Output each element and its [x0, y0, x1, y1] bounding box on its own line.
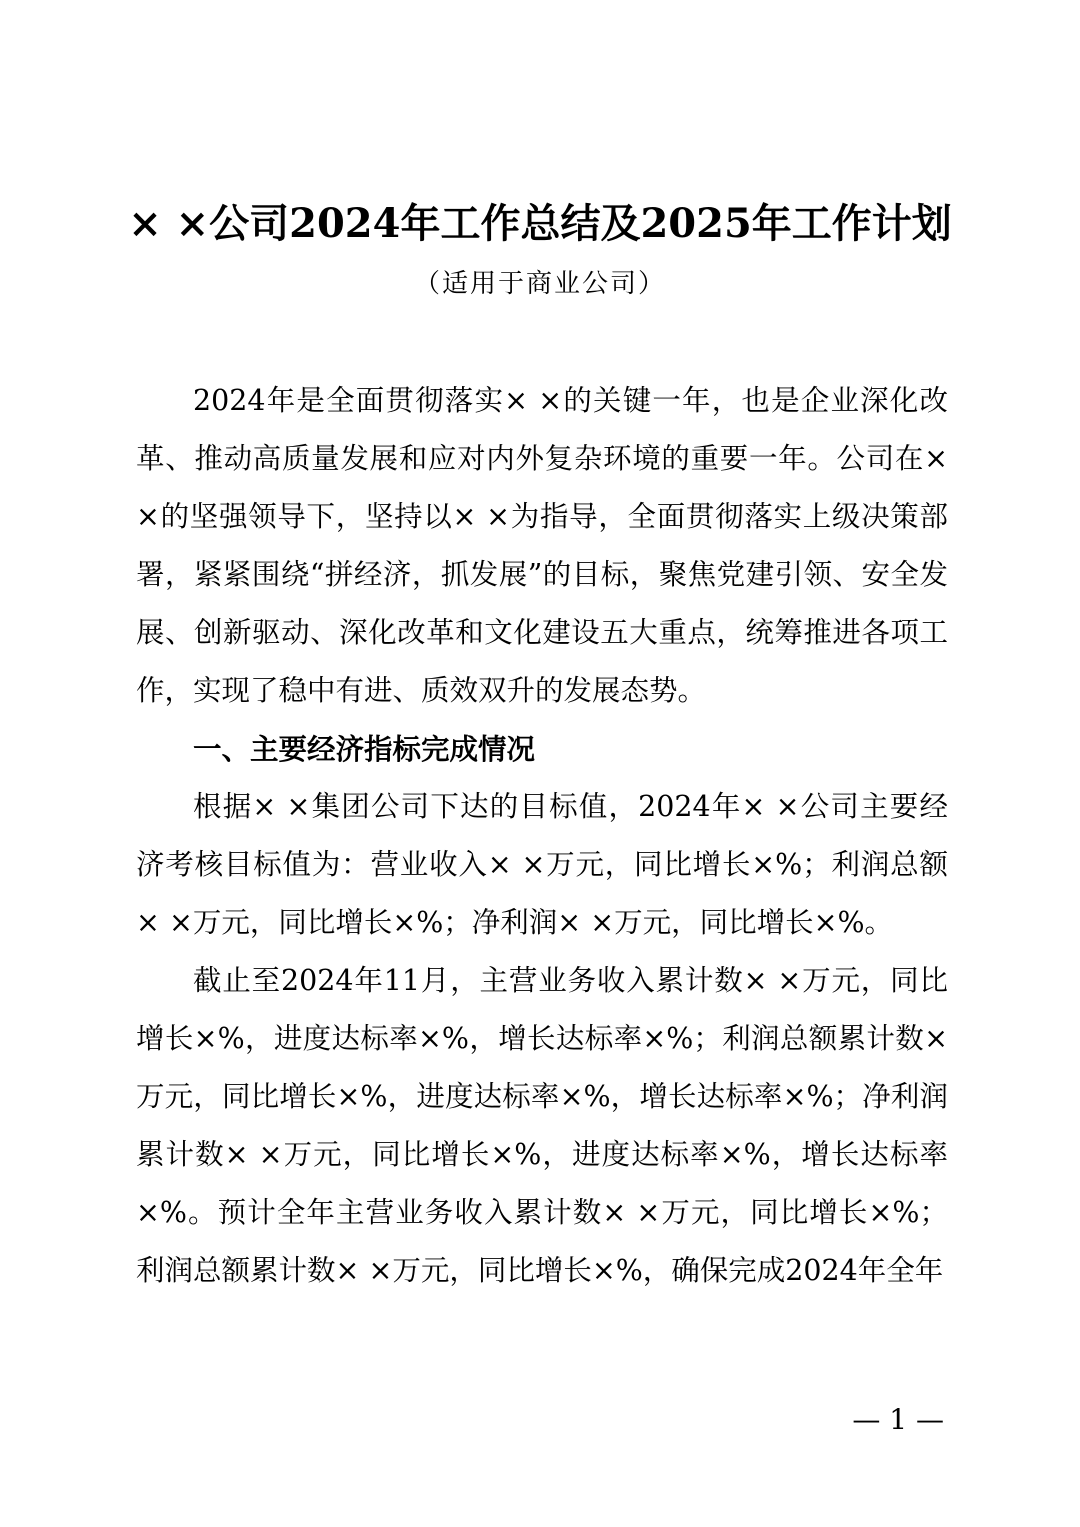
section-paragraph-progress: 截止至2024年11月，主营业务收入累计数× ×万元，同比增长×%，进度达标率×%，增长达标率×%；利润总额累计数×万元，同比增长×%，进度达标率×%，增长达标率×%；净利润累计数× ×万元，同比增长×%，进度达标率×%，增长达标率×%。预计全年主营业务收入累计数× ×万元，同比增长×%；利润总额累计数× ×万元，同比增长×%，确保完成2024年全年: [136, 964, 948, 1287]
section-paragraph-targets: 根据× ×集团公司下达的目标值，2024年× ×公司主要经济考核目标值为：营业收入× ×万元，同比增长×%；利润总额× ×万元，同比增长×%；净利润× ×万元，同比增长×%。: [136, 790, 948, 939]
section-heading: 一、主要经济指标完成情况: [193, 732, 536, 766]
page-number: — 1 —: [852, 1403, 944, 1436]
document-body: [136, 372, 948, 1300]
document-title: × ×公司2024年工作总结及2025年工作计划: [128, 200, 952, 247]
document-subtitle: （适用于商业公司）: [413, 269, 666, 299]
intro-paragraph: 2024年是全面贯彻落实× ×的关键一年，也是企业深化改革、推动高质量发展和应对内外复杂环境的重要一年。公司在× ×的坚强领导下，坚持以× ×为指导，全面贯彻落实上级决策部署，紧紧围绕“拼经济，抓发展”的目标，聚焦党建引领、安全发展、创新驱动、深化改革和文化建设五大重点，统筹推进各项工作，实现了稳中有进、质效双升的发展态势。: [136, 384, 948, 707]
